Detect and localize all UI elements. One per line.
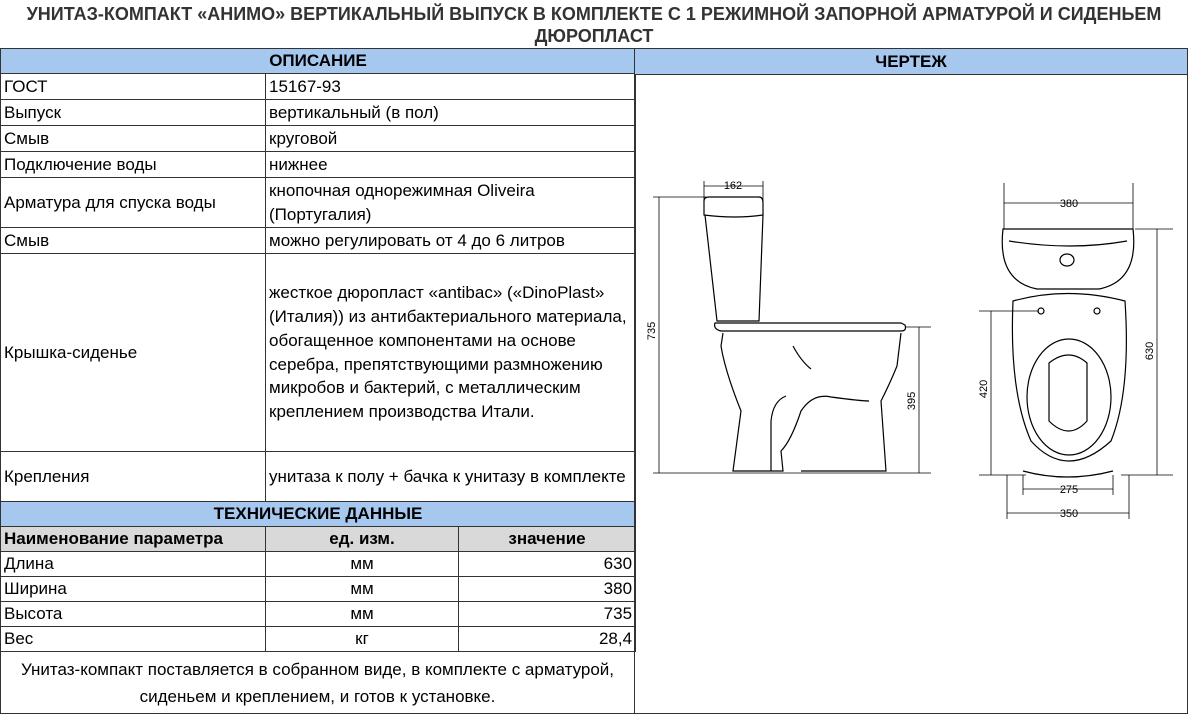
table-row (1, 577, 636, 602)
column-header-value: значение (459, 527, 636, 552)
dim-350: 350 (1059, 508, 1079, 520)
row-label: ГОСТ (1, 74, 266, 100)
table-row (1, 100, 636, 126)
dim-380: 380 (1059, 198, 1079, 210)
row-label: Арматура для спуска воды (1, 178, 266, 228)
technical-header: ТЕХНИЧЕСКИЕ ДАННЫЕ (1, 502, 636, 527)
param-value: 380 (459, 577, 636, 602)
toilet-drawing (635, 75, 1187, 713)
param-unit: мм (266, 602, 459, 627)
param-value: 630 (459, 552, 636, 577)
column-header-row (1, 527, 636, 552)
row-value: вертикальный (в пол) (266, 100, 636, 126)
dim-395: 395 (906, 391, 918, 411)
table-row (1, 627, 636, 652)
technical-table (0, 501, 636, 652)
dim-630: 630 (1144, 341, 1156, 361)
param-name: Длина (1, 552, 266, 577)
column-header-unit: ед. изм. (266, 527, 459, 552)
dim-735: 735 (646, 321, 658, 341)
row-label: Крышка-сиденье (1, 254, 266, 452)
row-value: можно регулировать от 4 до 6 литров (266, 228, 636, 254)
table-row (1, 74, 636, 100)
table-row (1, 126, 636, 152)
dim-420: 420 (978, 379, 990, 399)
table-row (1, 602, 636, 627)
row-label: Подключение воды (1, 152, 266, 178)
dim-162: 162 (723, 180, 743, 192)
drawing-header: ЧЕРТЕЖ (635, 49, 1187, 75)
param-unit: мм (266, 552, 459, 577)
row-label: Крепления (1, 452, 266, 502)
table-row (1, 452, 636, 502)
dim-275: 275 (1059, 484, 1079, 496)
row-value: нижнее (266, 152, 636, 178)
param-name: Ширина (1, 577, 266, 602)
row-value: унитаза к полу + бачка к унитазу в комплекте (266, 452, 636, 502)
drawing-panel (634, 48, 1188, 714)
param-name: Вес (1, 627, 266, 652)
param-value: 735 (459, 602, 636, 627)
row-value: кнопочная однорежимная Oliveira (Португалия) (266, 178, 636, 228)
table-row (1, 178, 636, 228)
table-row (1, 228, 636, 254)
row-label: Выпуск (1, 100, 266, 126)
description-table (0, 48, 636, 502)
row-value: круговой (266, 126, 636, 152)
param-unit: мм (266, 577, 459, 602)
description-header: ОПИСАНИЕ (1, 49, 636, 74)
document-title: УНИТАЗ-КОМПАКТ «АНИМО» ВЕРТИКАЛЬНЫЙ ВЫПУСК В КОМПЛЕКТЕ С 1 РЕЖИМНОЙ ЗАПОРНОЙ АРМАТУРОЙ И СИДЕНЬЕМ ДЮРОПЛАСТ (26, 4, 1162, 46)
param-value: 28,4 (459, 627, 636, 652)
row-label: Смыв (1, 228, 266, 254)
table-row (1, 152, 636, 178)
param-unit: кг (266, 627, 459, 652)
column-header-name: Наименование параметра (1, 527, 266, 552)
table-row (1, 552, 636, 577)
delivery-note: Унитаз-компакт поставляется в собранном виде, в комплекте с арматурой, сиденьем и креплением, и готов к установке. (0, 651, 635, 714)
param-name: Высота (1, 602, 266, 627)
row-value: жесткое дюропласт «antibac» («DinoPlast» (Италия)) из антибактериального материала, обогащенное компонентами на основе серебра, препятствующими размножению микробов и бактерий, с металлическим креплением производства Итали. (266, 254, 636, 452)
row-label: Смыв (1, 126, 266, 152)
table-row (1, 254, 636, 452)
row-value: 15167-93 (266, 74, 636, 100)
